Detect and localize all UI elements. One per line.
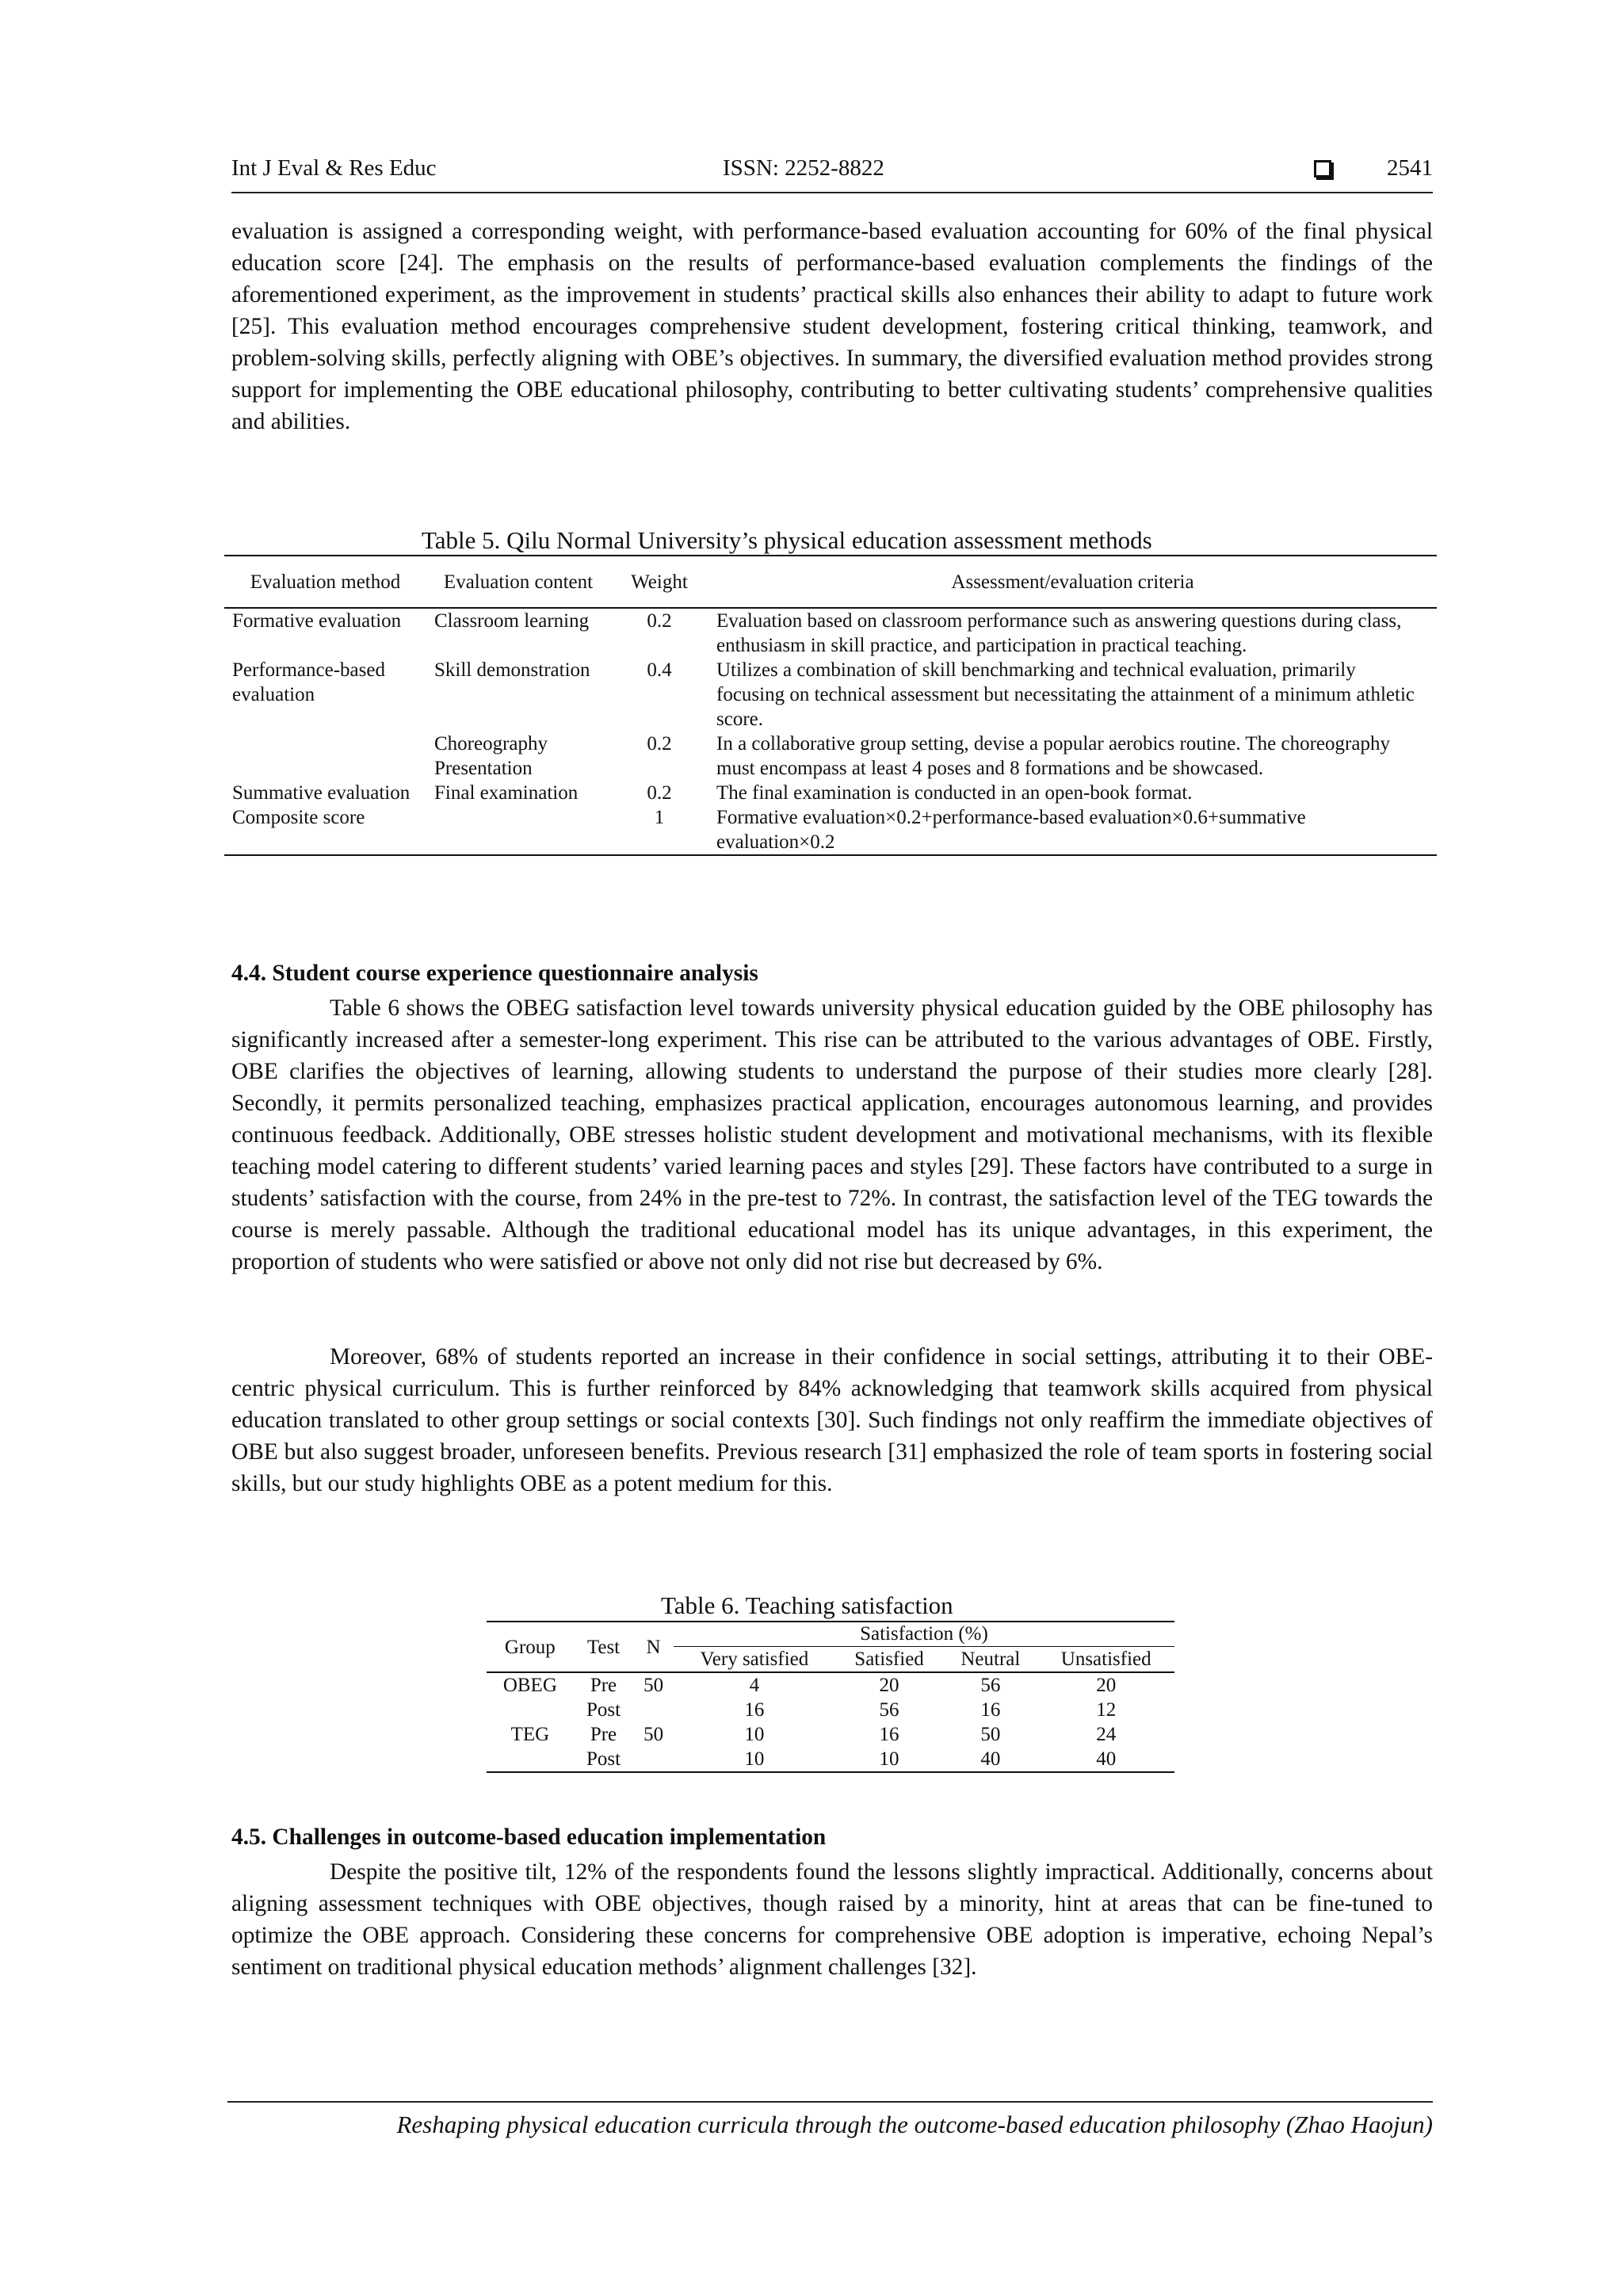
table6-header-group: Group (487, 1622, 574, 1672)
table6-header-test: Test (574, 1622, 634, 1672)
table-row (224, 658, 1437, 732)
table5-cell-criteria: In a collaborative group setting, devise a popular aerobics routine. The choreography must encompass at least 4 poses and 8 formations and be showcased. (716, 733, 1390, 779)
table6-cell-very-satisfied: 4 (749, 1675, 760, 1696)
section-4-4-paragraph-1: Table 6 shows the OBEG satisfaction level towards university physical education guided by the OBE philosophy has significantly increased after a semester-long experiment. This rise can be attributed to the various advantages of OBE. Firstly, OBE clarifies the objectives of learning, allowing students to understand the purpose of their studies more clearly [28]. Secondly, it permits personalized teaching, emphasizes practical application, encourages autonomous learning, and provides continuous feedback. Additionally, OBE stresses holistic student development and motivational mechanisms, with its flexible teaching model catering to different students’ varied learning paces and styles [29]. These factors have contributed to a surge in students’ satisfaction with the course, from 24% in the pre-test to 72%. In contrast, the satisfaction level of the TEG towards the course is merely passable. Although the traditional educational model has its unique advantages, in this experiment, the proportion of students who were satisfied or above not only did not rise but decreased by 6%. (231, 995, 1433, 1274)
table6-caption: Table 6. Teaching satisfaction (661, 1591, 953, 1619)
page-number: 2541 (1387, 155, 1433, 181)
table6-header-n: N (633, 1622, 674, 1672)
table6-header-satisfaction: Satisfaction (%) (674, 1622, 1174, 1647)
table6-header-very-satisfied: Very satisfied (674, 1647, 835, 1673)
table5-cell-content: Choreography Presentation (434, 733, 548, 779)
running-header (231, 155, 1433, 193)
table6-cell-test: Post (586, 1699, 621, 1721)
table6-cell-n: 50 (643, 1724, 664, 1745)
table6-cell-test: Post (586, 1748, 621, 1770)
issn: ISSN: 2252-8822 (723, 155, 884, 181)
section-4-4-paragraph-2: Moreover, 68% of students reported an increase in their confidence in social settings, attributing it to their OBE-centric physical curriculum. This is further reinforced by 84% acknowledging that teamwork skills acquired from physical education translated to other group settings or social contexts [30]. Such findings not only reaffirm the immediate objectives of OBE but also suggest broader, unforeseen benefits. Previous research [31] emphasized the role of team sports in fostering social skills, but our study highlights OBE as a potent medium for this. (231, 1344, 1433, 1496)
table5-cell-weight: 0.2 (647, 782, 672, 804)
table5-cell-weight: 1 (654, 807, 665, 828)
table6-cell-neutral: 50 (980, 1724, 1001, 1745)
section-4-4-heading: 4.4. Student course experience questionnaire analysis (231, 961, 758, 986)
table6-cell-very-satisfied: 10 (744, 1748, 765, 1770)
table5-cell-criteria: Formative evaluation×0.2+performance-based evaluation×0.6+summative evaluation×0.2 (716, 807, 1306, 853)
table6-cell-satisfied: 10 (879, 1748, 899, 1770)
table6-cell-test: Pre (590, 1724, 617, 1745)
table6-cell-satisfied: 56 (879, 1699, 899, 1721)
table5-cell-method: Summative evaluation (232, 782, 411, 804)
table5-header-weight: Weight (610, 556, 708, 608)
table6-cell-group (487, 1747, 574, 1772)
table5-cell-content: Skill demonstration (434, 659, 590, 681)
table6-cell-very-satisfied: 16 (744, 1699, 765, 1721)
table5-header-method: Evaluation method (224, 556, 426, 608)
table6-cell-unsatisfied: 24 (1096, 1724, 1117, 1745)
table6-cell-test: Pre (590, 1675, 617, 1696)
table6-header-neutral: Neutral (943, 1647, 1037, 1673)
table6-cell-unsatisfied: 20 (1096, 1675, 1117, 1696)
table5-cell-criteria: Evaluation based on classroom performance such as answering questions during class, enthusiasm in skill practice, and participation in practical teaching. (716, 610, 1402, 656)
table5-cell-content: Classroom learning (434, 610, 590, 632)
table6-cell-neutral: 16 (980, 1699, 1001, 1721)
checkbox-square-icon (1314, 160, 1331, 178)
table-row (487, 1698, 1174, 1722)
table6-cell-group: OBEG (502, 1675, 557, 1696)
section-4-5-heading: 4.5. Challenges in outcome-based education implementation (231, 1824, 827, 1850)
table6 (487, 1621, 1174, 1773)
table5-cell-weight: 0.4 (647, 659, 672, 681)
table6-cell-n (633, 1747, 674, 1772)
table5-cell-criteria: The final examination is conducted in an open-book format. (716, 782, 1193, 804)
table6-cell-neutral: 40 (980, 1748, 1001, 1770)
section-4-5-paragraph-1: Despite the positive tilt, 12% of the respondents found the lessons slightly impractical. Additionally, concerns about aligning assessment techniques with OBE objectives, though raised by a minority, hint at areas that can be fine-tuned to optimize the OBE approach. Considering these concerns for comprehensive OBE adoption is imperative, echoing Nepal’s sentiment on traditional physical education methods’ alignment challenges [32]. (231, 1859, 1433, 1980)
table-row (487, 1722, 1174, 1747)
table5-cell-content: Final examination (434, 782, 579, 804)
table6-cell-unsatisfied: 40 (1096, 1748, 1117, 1770)
table5 (224, 555, 1437, 856)
table5-cell-weight: 0.2 (647, 610, 672, 632)
table6-cell-satisfied: 20 (879, 1675, 899, 1696)
table5-cell-criteria: Utilizes a combination of skill benchmarking and technical evaluation, primarily focusing on technical assessment but necessitating the attainment of a minimum athletic score. (716, 659, 1415, 730)
table5-cell-method: Formative evaluation (232, 610, 402, 632)
table-row (487, 1747, 1174, 1772)
table5-cell-method (224, 732, 426, 781)
table6-header-satisfied: Satisfied (835, 1647, 943, 1673)
table5-cell-weight: 0.2 (647, 733, 672, 755)
table6-cell-neutral: 56 (980, 1675, 1001, 1696)
running-footer: Reshaping physical education curricula through the outcome-based education philosophy (Zhao Haojun) (227, 2101, 1433, 2139)
table6-cell-satisfied: 16 (879, 1724, 899, 1745)
table5-cell-content (426, 805, 610, 855)
table6-cell-n (633, 1698, 674, 1722)
table5-header-content: Evaluation content (426, 556, 610, 608)
table-row (224, 732, 1437, 781)
intro-paragraph: evaluation is assigned a corresponding weight, with performance-based evaluation accounting for 60% of the final physical education score [24]. The emphasis on the results of performance-based evaluation complements the findings of the aforementioned experiment, as the improvement in students’ practical skills also enhances their ability to adapt to future work [25]. This evaluation method encourages comprehensive student development, fostering critical thinking, teamwork, and problem-solving skills, perfectly aligning with OBE’s objectives. In summary, the diversified evaluation method provides strong support for implementing the OBE educational philosophy, contributing to better cultivating students’ comprehensive qualities and abilities. (231, 219, 1433, 434)
table5-header-row (224, 556, 1437, 608)
table-row (224, 608, 1437, 658)
table6-cell-very-satisfied: 10 (744, 1724, 765, 1745)
table5-cell-method: Performance-based evaluation (232, 659, 385, 705)
table-row (224, 781, 1437, 805)
table5-caption: Table 5. Qilu Normal University’s physical education assessment methods (422, 526, 1152, 554)
journal-name: Int J Eval & Res Educ (231, 155, 437, 181)
table6-cell-n: 50 (643, 1675, 664, 1696)
table5-header-criteria: Assessment/evaluation criteria (708, 556, 1437, 608)
table6-cell-group: TEG (510, 1724, 550, 1745)
table-row (224, 805, 1437, 855)
table6-header-row-top (487, 1622, 1174, 1647)
table5-cell-method: Composite score (232, 807, 365, 828)
table6-cell-unsatisfied: 12 (1096, 1699, 1117, 1721)
table-row (487, 1672, 1174, 1698)
table6-cell-group (487, 1698, 574, 1722)
table6-header-unsatisfied: Unsatisfied (1037, 1647, 1174, 1673)
